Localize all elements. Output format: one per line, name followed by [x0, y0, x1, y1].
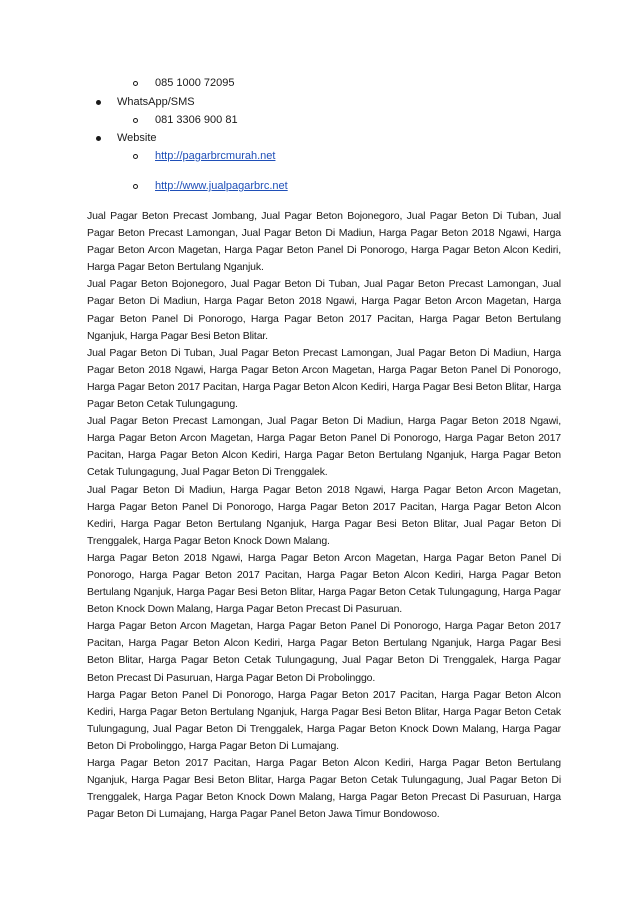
- circle-bullet-icon: [133, 154, 138, 159]
- paragraph: Harga Pagar Beton 2018 Ngawi, Harga Pagar Beton Arcon Magetan, Harga Pagar Beton Panel Di Ponorogo, Harga Pagar Beton 2017 Pacitan, Harga Pagar Beton Alcon Kediri, Harga Pagar Beton Bertulang Nganjuk, Harga Pagar Besi Beton Blitar, Harga Pagar Beton Cetak Tulungagung, Harga Pagar Beton Knock Down Malang, Harga Pagar Beton Precast Di Pasuruan.: [87, 551, 561, 616]
- body-text: [87, 208, 561, 823]
- paragraph: Jual Pagar Beton Bojonegoro, Jual Pagar Beton Di Tuban, Jual Pagar Beton Precast Lamongan, Jual Pagar Beton Di Madiun, Harga Pagar Beton 2018 Ngawi, Harga Pagar Beton Arcon Magetan, Harga Pagar Beton Panel Di Ponorogo, Harga Pagar Beton 2017 Pacitan, Harga Pagar Beton Bertulang Nganjuk, Harga Pagar Besi Beton Blitar.: [87, 278, 561, 342]
- paragraph: Jual Pagar Beton Di Madiun, Harga Pagar Beton 2018 Ngawi, Harga Pagar Beton Arcon Magetan, Harga Pagar Beton Panel Di Ponorogo, Harga Pagar Beton 2017 Pacitan, Harga Pagar Beton Alcon Kediri, Harga Pagar Beton Bertulang Nganjuk, Harga Pagar Besi Beton Blitar, Jual Pagar Beton Di Trenggalek, Harga Pagar Beton Knock Down Malang.: [87, 483, 561, 547]
- paragraph: Jual Pagar Beton Precast Lamongan, Jual Pagar Beton Di Madiun, Harga Pagar Beton 2018 Ngawi, Harga Pagar Beton Arcon Magetan, Harga Pagar Beton Panel Di Ponorogo, Harga Pagar Beton 2017 Pacitan, Harga Pagar Beton Alcon Kediri, Harga Pagar Beton Bertulang Nganjuk, Harga Pagar Beton Cetak Tulungagung, Jual Pagar Beton Di Trenggalek.: [87, 415, 561, 479]
- list-item-whatsapp-number: [0, 114, 638, 127]
- circle-bullet-icon: [133, 184, 138, 189]
- website-link-2[interactable]: http://www.jualpagarbrc.net: [155, 180, 288, 192]
- whatsapp-number: 081 3306 900 81: [155, 114, 238, 126]
- paragraph: Harga Pagar Beton 2017 Pacitan, Harga Pagar Beton Alcon Kediri, Harga Pagar Beton Bertulang Nganjuk, Harga Pagar Besi Beton Blitar, Harga Pagar Beton Cetak Tulungagung, Jual Pagar Beton Di Trenggalek, Harga Pagar Beton Knock Down Malang, Harga Pagar Beton Precast Di Pasuruan, Harga Pagar Beton Di Lumajang, Harga Pagar Panel Beton Jawa Timur Bondowoso.: [87, 757, 561, 821]
- website-label: Website: [117, 132, 157, 144]
- list-item-website: [0, 132, 638, 145]
- circle-bullet-icon: [133, 118, 138, 123]
- phone-number: 085 1000 72095: [155, 77, 235, 89]
- paragraph: Harga Pagar Beton Panel Di Ponorogo, Harga Pagar Beton 2017 Pacitan, Harga Pagar Beton Alcon Kediri, Harga Pagar Beton Bertulang Nganjuk, Harga Pagar Besi Beton Blitar, Harga Pagar Beton Cetak Tulungagung, Jual Pagar Beton Di Trenggalek, Harga Pagar Beton Knock Down Malang, Harga Pagar Beton Di Probolinggo, Harga Pagar Beton Di Lumajang.: [87, 688, 561, 752]
- paragraph: Jual Pagar Beton Precast Jombang, Jual Pagar Beton Bojonegoro, Jual Pagar Beton Di Tuban, Jual Pagar Beton Precast Lamongan, Jual Pagar Beton Di Madiun, Harga Pagar Beton 2018 Ngawi, Harga Pagar Beton Arcon Magetan, Harga Pagar Beton Panel Di Ponorogo, Harga Pagar Beton Alcon Kediri, Harga Pagar Beton Bertulang Nganjuk.: [87, 210, 561, 274]
- list-item-phone: [0, 77, 638, 90]
- disc-bullet-icon: [96, 100, 101, 105]
- disc-bullet-icon: [96, 136, 101, 141]
- list-item-whatsapp: [0, 96, 638, 109]
- list-item-website-2: [0, 180, 638, 193]
- list-item-website-1: [0, 150, 638, 163]
- website-link-1[interactable]: http://pagarbrcmurah.net: [155, 150, 276, 162]
- whatsapp-label: WhatsApp/SMS: [117, 96, 195, 108]
- paragraph: Jual Pagar Beton Di Tuban, Jual Pagar Beton Precast Lamongan, Jual Pagar Beton Di Madiun, Harga Pagar Beton 2018 Ngawi, Harga Pagar Beton Arcon Magetan, Harga Pagar Beton Panel Di Ponorogo, Harga Pagar Beton 2017 Pacitan, Harga Pagar Beton Alcon Kediri, Harga Pagar Besi Beton Blitar, Harga Pagar Beton Cetak Tulungagung.: [87, 346, 561, 411]
- circle-bullet-icon: [133, 81, 138, 86]
- paragraph: Harga Pagar Beton Arcon Magetan, Harga Pagar Beton Panel Di Ponorogo, Harga Pagar Beton 2017 Pacitan, Harga Pagar Beton Alcon Kediri, Harga Pagar Beton Bertulang Nganjuk, Harga Pagar Besi Beton Blitar, Harga Pagar Beton Cetak Tulungagung, Jual Pagar Beton Di Trenggalek, Harga Pagar Beton Precast Di Pasuruan, Harga Pagar Beton Di Probolinggo.: [87, 620, 561, 684]
